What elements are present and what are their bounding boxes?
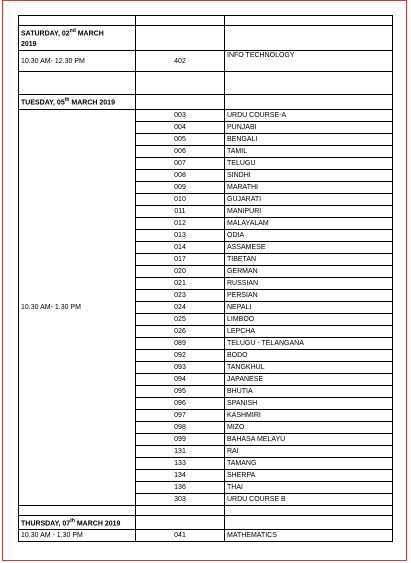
subject-name: MATHEMATICS [225,529,393,541]
time-cell: 10.30 AM- 1.30 PM [19,109,136,505]
subject-name: INFO TECHNOLOGY [225,51,393,72]
subject-code: 303 [136,493,225,505]
subject-name: RUSSIAN [225,277,393,289]
subject-name: RAI [225,445,393,457]
subject-code: 020 [136,265,225,277]
date-cell: SATURDAY, 02nd MARCH 2019 [19,26,136,51]
subject-code: 093 [136,361,225,373]
subject-name: URDU COURSE B [225,493,393,505]
subject-name: SPANISH [225,397,393,409]
time-cell: 10.30 AM- 12.30 PM [19,51,136,72]
time-cell: 10.30 AM - 1.30 PM [19,529,136,541]
subject-code: 013 [136,229,225,241]
subject-code: 089 [136,337,225,349]
subject-code: 402 [136,51,225,72]
subject-code: 025 [136,313,225,325]
exam-row [19,529,393,541]
subject-code: 136 [136,481,225,493]
subject-name: MALAYALAM [225,217,393,229]
exam-schedule-table [18,15,393,542]
subject-code: 131 [136,445,225,457]
subject-name: TAMANG [225,457,393,469]
subject-name: ASSAMESE [225,241,393,253]
subject-code: 021 [136,277,225,289]
day-header-row [19,515,393,529]
subject-code: 099 [136,433,225,445]
blank-row [19,72,393,95]
subject-code: 096 [136,397,225,409]
subject-name: BAHASA MELAYU [225,433,393,445]
subject-name: KASHMIRI [225,409,393,421]
subject-code: 134 [136,469,225,481]
subject-name: NEPALI [225,301,393,313]
subject-code: 024 [136,301,225,313]
subject-name: URDU COURSE-A [225,109,393,121]
day-header-row [19,95,393,109]
subject-code: 011 [136,205,225,217]
subject-code: 009 [136,181,225,193]
subject-code: 003 [136,109,225,121]
subject-code: 008 [136,169,225,181]
subject-code: 133 [136,457,225,469]
exam-row [19,109,393,121]
subject-code: 023 [136,289,225,301]
subject-code: 017 [136,253,225,265]
subject-code: 014 [136,241,225,253]
subject-code: 004 [136,121,225,133]
date-cell: THURSDAY, 07th MARCH 2019 [19,515,136,529]
subject-code: 026 [136,325,225,337]
subject-name: SINDHI [225,169,393,181]
subject-name: TELUGU [225,157,393,169]
subject-name: MANIPURI [225,205,393,217]
subject-name: SHERPA [225,469,393,481]
subject-name: GERMAN [225,265,393,277]
subject-name: GUJARATI [225,193,393,205]
subject-name: TELUGU - TELANGANA [225,337,393,349]
blank-row [19,505,393,515]
date-cell: TUESDAY, 05th MARCH 2019 [19,95,136,109]
subject-name: TAMIL [225,145,393,157]
day-header-row [19,26,393,51]
subject-name: ODIA [225,229,393,241]
exam-row [19,51,393,72]
subject-code: 005 [136,133,225,145]
subject-name: MARATHI [225,181,393,193]
subject-name: BHUTIA [225,385,393,397]
subject-name: BENGALI [225,133,393,145]
subject-code: 095 [136,385,225,397]
subject-code: 097 [136,409,225,421]
subject-name: PUNJABI [225,121,393,133]
subject-code: 012 [136,217,225,229]
subject-name: BODO [225,349,393,361]
subject-name: JAPANESE [225,373,393,385]
subject-name: LIMBOO [225,313,393,325]
subject-code: 041 [136,529,225,541]
subject-name: LEPCHA [225,325,393,337]
subject-code: 092 [136,349,225,361]
subject-name: PERSIAN [225,289,393,301]
subject-name: TIBETAN [225,253,393,265]
subject-name: THAI [225,481,393,493]
subject-name: MIZO [225,421,393,433]
subject-code: 007 [136,157,225,169]
subject-code: 098 [136,421,225,433]
subject-code: 006 [136,145,225,157]
subject-name: TANGKHUL [225,361,393,373]
subject-code: 010 [136,193,225,205]
blank-row [19,16,393,26]
subject-code: 094 [136,373,225,385]
